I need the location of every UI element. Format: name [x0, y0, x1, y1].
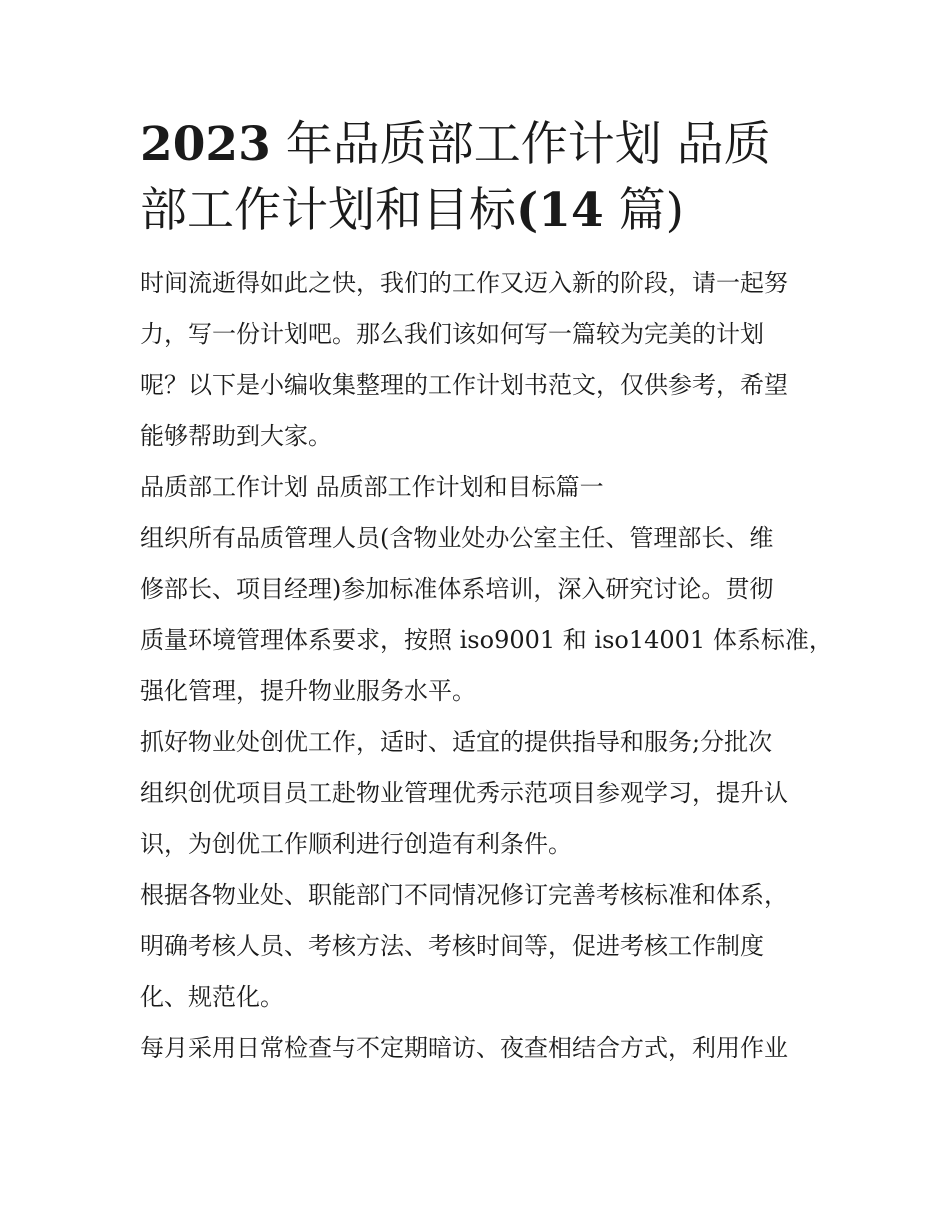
paragraph-excellence: 抓好物业处创优工作，适时、适宜的提供指导和服务;分批次 组织创优项目员工赴物业管理优秀示范项目参观学习，提升认 识，为创优工作顺利进行创造有利条件。: [140, 728, 788, 858]
paragraph-assessment: 根据各物业处、职能部门不同情况修订完善考核标准和体系， 明确考核人员、考核方法、考核时间等，促进考核工作制度 化、规范化。: [140, 881, 788, 1011]
paragraph-training: 组织所有品质管理人员(含物业处办公室主任、管理部长、维 修部长、项目经理)参加标准体系培训，深入研究讨论。贯彻 质量环境管理体系要求，按照 iso9001 和 iso14001 体系标准， 强化管理，提升物业服务水平。: [140, 524, 833, 705]
title-line-1: 2023 年品质部工作计划 品质: [140, 117, 771, 172]
document-body: [140, 258, 833, 1074]
title-line-2: 部工作计划和目标(14 篇): [140, 183, 684, 238]
document-page: [140, 112, 833, 1074]
document-title: [140, 112, 820, 244]
paragraph-intro: 时间流逝得如此之快，我们的工作又迈入新的阶段，请一起努 力，写一份计划吧。那么我们该如何写一篇较为完美的计划 呢？以下是小编收集整理的工作计划书范文，仅供参考，希望 能够帮助到大家。: [140, 269, 788, 450]
section-heading: 品质部工作计划 品质部工作计划和目标篇一: [140, 473, 604, 501]
paragraph-inspection: 每月采用日常检查与不定期暗访、夜查相结合方式，利用作业: [140, 1034, 788, 1062]
